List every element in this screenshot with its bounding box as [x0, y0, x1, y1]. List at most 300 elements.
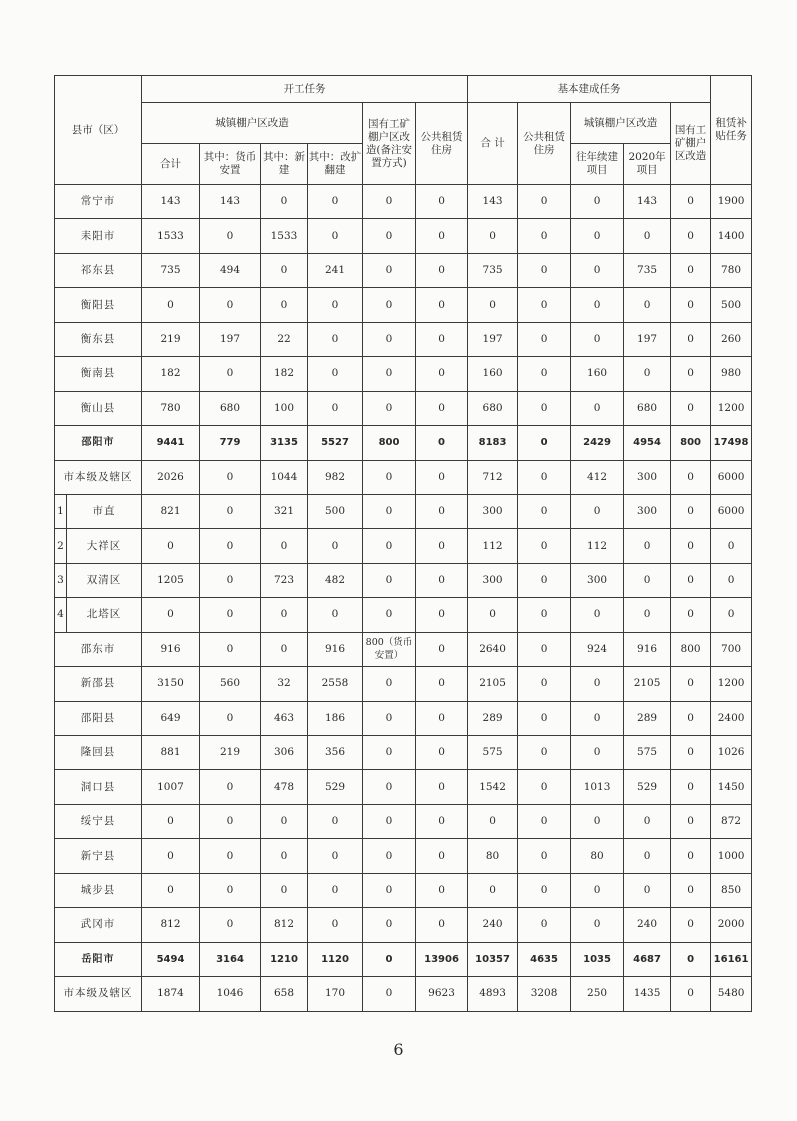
table-cell: 80: [468, 839, 518, 873]
table-cell: 4635: [518, 942, 571, 976]
table-row: [55, 426, 752, 460]
table-cell: 1533: [261, 219, 308, 253]
table-cell: 0: [468, 873, 518, 907]
table-cell: 2026: [142, 460, 200, 494]
table-cell: 0: [671, 529, 711, 563]
table-cell: 0: [518, 632, 571, 666]
table-body: [55, 185, 752, 1012]
table-cell: 735: [142, 253, 200, 287]
row-county-name: 耒阳市: [55, 219, 142, 253]
table-cell: 0: [624, 219, 671, 253]
table-row: [55, 391, 752, 425]
table-cell: 575: [624, 736, 671, 770]
table-cell: 1542: [468, 770, 518, 804]
table-cell: 1120: [308, 942, 363, 976]
table-cell: 1026: [711, 736, 752, 770]
table-cell: 0: [518, 770, 571, 804]
table-cell: 0: [671, 598, 711, 632]
table-cell: 0: [571, 288, 624, 322]
table-cell: 0: [308, 288, 363, 322]
table-cell: 0: [308, 873, 363, 907]
table-cell: 1400: [711, 219, 752, 253]
table-cell: 529: [308, 770, 363, 804]
table-cell: 1210: [261, 942, 308, 976]
table-cell: 916: [624, 632, 671, 666]
table-cell: 924: [571, 632, 624, 666]
table-cell: 16161: [711, 942, 752, 976]
table-cell: 0: [142, 598, 200, 632]
table-cell: 186: [308, 701, 363, 735]
table-row: [55, 185, 752, 219]
table-cell: 8183: [468, 426, 518, 460]
table-cell: 1435: [624, 977, 671, 1011]
table-cell: 0: [671, 185, 711, 219]
table-cell: 0: [308, 529, 363, 563]
table-cell: 0: [571, 701, 624, 735]
table-cell: 0: [200, 563, 261, 597]
row-county-name: 邵阳市: [55, 426, 142, 460]
table-cell: 916: [142, 632, 200, 666]
table-cell: 0: [416, 185, 468, 219]
table-cell: 0: [363, 770, 416, 804]
table-cell: 0: [416, 460, 468, 494]
table-cell: 0: [518, 873, 571, 907]
table-cell: 100: [261, 391, 308, 425]
table-cell: 0: [671, 942, 711, 976]
table-cell: 0: [363, 701, 416, 735]
table-cell: 0: [416, 253, 468, 287]
table-row: [55, 667, 752, 701]
table-cell: 0: [200, 529, 261, 563]
table-cell: 170: [308, 977, 363, 1011]
row-index: 1: [55, 494, 67, 528]
table-row: [55, 598, 752, 632]
table-cell: 0: [200, 873, 261, 907]
table-cell: 812: [142, 908, 200, 942]
table-cell: 0: [363, 391, 416, 425]
table-cell: 289: [468, 701, 518, 735]
table-cell: 3150: [142, 667, 200, 701]
table-cell: 812: [261, 908, 308, 942]
table-cell: 0: [308, 357, 363, 391]
table-row: [55, 494, 752, 528]
table-cell: 0: [261, 839, 308, 873]
header-year2020: 2020年项目: [624, 144, 671, 185]
table-cell: 850: [711, 873, 752, 907]
table-cell: 0: [308, 908, 363, 942]
table-cell: 321: [261, 494, 308, 528]
table-cell: 0: [671, 391, 711, 425]
table-cell: 0: [200, 804, 261, 838]
row-county-name: 衡阳县: [55, 288, 142, 322]
table-cell: 0: [416, 529, 468, 563]
table-cell: 800（货币安置）: [363, 632, 416, 666]
table-cell: 9623: [416, 977, 468, 1011]
header-total: 合 计: [468, 103, 518, 185]
table-cell: 356: [308, 736, 363, 770]
table-cell: 0: [416, 426, 468, 460]
table-cell: 0: [624, 839, 671, 873]
table-cell: 0: [518, 736, 571, 770]
table-cell: 478: [261, 770, 308, 804]
table-cell: 3135: [261, 426, 308, 460]
table-cell: 0: [363, 736, 416, 770]
table-cell: 0: [711, 563, 752, 597]
table-cell: 0: [518, 391, 571, 425]
table-cell: 821: [142, 494, 200, 528]
table-cell: 143: [468, 185, 518, 219]
table-cell: 2105: [624, 667, 671, 701]
table-cell: 2558: [308, 667, 363, 701]
table-cell: 0: [363, 977, 416, 1011]
table-cell: 0: [518, 185, 571, 219]
table-row: [55, 839, 752, 873]
table-cell: 0: [671, 701, 711, 735]
header-renovate: 其中：改扩翻建: [308, 144, 363, 185]
table-cell: 2000: [711, 908, 752, 942]
row-county-name: 岳阳市: [55, 942, 142, 976]
table-cell: 2400: [711, 701, 752, 735]
row-county-name: 邵阳县: [55, 701, 142, 735]
table-cell: 980: [711, 357, 752, 391]
header-state-mine: 国有工矿棚户区改造(备注安置方式): [363, 103, 416, 185]
table-cell: 2105: [468, 667, 518, 701]
table-cell: 0: [363, 839, 416, 873]
table-cell: 982: [308, 460, 363, 494]
header-public-rent-b: 公共租赁住房: [518, 103, 571, 185]
header-state-mine-b: 国有工矿棚户区改造: [671, 103, 711, 185]
row-county-name: 绥宁县: [55, 804, 142, 838]
table-cell: 0: [363, 598, 416, 632]
table-cell: 32: [261, 667, 308, 701]
table-row: [55, 736, 752, 770]
table-cell: 0: [571, 494, 624, 528]
table-cell: 182: [142, 357, 200, 391]
table-cell: 0: [571, 736, 624, 770]
table-cell: 5480: [711, 977, 752, 1011]
table-cell: 0: [571, 667, 624, 701]
table-cell: 197: [468, 322, 518, 356]
table-row: [55, 357, 752, 391]
table-cell: 0: [416, 598, 468, 632]
table-cell: 1000: [711, 839, 752, 873]
row-county-name: 市本级及辖区: [55, 460, 142, 494]
table-cell: 13906: [416, 942, 468, 976]
table-cell: 0: [363, 667, 416, 701]
header-subsidy: 租赁补贴任务: [711, 76, 752, 185]
table-cell: 2640: [468, 632, 518, 666]
table-row: [55, 977, 752, 1011]
table-cell: 0: [518, 908, 571, 942]
table-cell: 800: [363, 426, 416, 460]
table-cell: 0: [671, 873, 711, 907]
table-row: [55, 322, 752, 356]
table-cell: 300: [624, 460, 671, 494]
table-cell: 0: [571, 185, 624, 219]
table-cell: 0: [363, 804, 416, 838]
table-cell: 0: [200, 598, 261, 632]
table-row: [55, 563, 752, 597]
table-cell: 1200: [711, 391, 752, 425]
table-cell: 0: [671, 563, 711, 597]
table-cell: 0: [363, 529, 416, 563]
table-cell: 881: [142, 736, 200, 770]
table-cell: 0: [200, 494, 261, 528]
header-prev-year: 往年续建项目: [571, 144, 624, 185]
table-cell: 482: [308, 563, 363, 597]
table-cell: 723: [261, 563, 308, 597]
table-cell: 0: [624, 873, 671, 907]
table-cell: 289: [624, 701, 671, 735]
table-cell: 0: [200, 219, 261, 253]
table-cell: 0: [416, 288, 468, 322]
table-cell: 0: [363, 322, 416, 356]
table-cell: 9441: [142, 426, 200, 460]
table-cell: 0: [518, 322, 571, 356]
header-public-rent: 公共租赁住房: [416, 103, 468, 185]
table-cell: 872: [711, 804, 752, 838]
row-county-name: 常宁市: [55, 185, 142, 219]
table-cell: 0: [363, 185, 416, 219]
row-index: 4: [55, 598, 67, 632]
table-cell: 500: [711, 288, 752, 322]
table-cell: 17498: [711, 426, 752, 460]
table-cell: 0: [261, 873, 308, 907]
table-cell: 0: [518, 426, 571, 460]
table-cell: 0: [261, 529, 308, 563]
table-cell: 112: [468, 529, 518, 563]
table-cell: 1874: [142, 977, 200, 1011]
header-new-build: 其中：新 建: [261, 144, 308, 185]
table-cell: 780: [711, 253, 752, 287]
table-cell: 0: [261, 804, 308, 838]
table-cell: 143: [142, 185, 200, 219]
table-cell: 0: [671, 804, 711, 838]
table-cell: 0: [624, 804, 671, 838]
table-cell: 0: [200, 908, 261, 942]
table-cell: 5494: [142, 942, 200, 976]
table-cell: 0: [671, 288, 711, 322]
table-cell: 0: [416, 322, 468, 356]
table-cell: 735: [624, 253, 671, 287]
table-cell: 0: [571, 804, 624, 838]
table-cell: 0: [363, 219, 416, 253]
table-cell: 4893: [468, 977, 518, 1011]
table-cell: 0: [518, 357, 571, 391]
header-urban-reform: 城镇棚户区改造: [142, 103, 363, 144]
table-cell: 0: [261, 253, 308, 287]
table-cell: 0: [518, 839, 571, 873]
table-row: [55, 804, 752, 838]
table-cell: 0: [671, 977, 711, 1011]
table-cell: 0: [416, 357, 468, 391]
table-cell: 160: [468, 357, 518, 391]
table-cell: 0: [308, 598, 363, 632]
table-cell: 0: [363, 253, 416, 287]
table-cell: 575: [468, 736, 518, 770]
table-cell: 260: [711, 322, 752, 356]
table-cell: 0: [416, 494, 468, 528]
table-cell: 241: [308, 253, 363, 287]
row-county-name: 双清区: [67, 563, 142, 597]
table-cell: 0: [416, 804, 468, 838]
table-row: [55, 253, 752, 287]
table-cell: 0: [142, 288, 200, 322]
table-cell: 0: [363, 288, 416, 322]
table-cell: 0: [518, 288, 571, 322]
row-county-name: 邵东市: [55, 632, 142, 666]
row-county-name: 大祥区: [67, 529, 142, 563]
table-cell: 0: [308, 839, 363, 873]
table-cell: 494: [200, 253, 261, 287]
table-cell: 0: [624, 357, 671, 391]
table-cell: 1200: [711, 667, 752, 701]
table-cell: 0: [671, 736, 711, 770]
table-cell: 529: [624, 770, 671, 804]
table-cell: 0: [416, 667, 468, 701]
table-cell: 658: [261, 977, 308, 1011]
table-cell: 10357: [468, 942, 518, 976]
table-cell: 0: [200, 460, 261, 494]
table-cell: 0: [261, 632, 308, 666]
row-county-name: 市本级及辖区: [55, 977, 142, 1011]
table-cell: 300: [468, 494, 518, 528]
table-cell: 0: [518, 701, 571, 735]
table-cell: 197: [624, 322, 671, 356]
table-cell: 0: [571, 253, 624, 287]
table-cell: 160: [571, 357, 624, 391]
table-cell: 0: [142, 873, 200, 907]
table-cell: 0: [468, 598, 518, 632]
table-cell: 219: [142, 322, 200, 356]
table-cell: 0: [363, 942, 416, 976]
table-cell: 0: [416, 701, 468, 735]
table-cell: 1205: [142, 563, 200, 597]
row-county-name: 隆回县: [55, 736, 142, 770]
table-cell: 219: [200, 736, 261, 770]
table-cell: 0: [518, 529, 571, 563]
table-cell: 0: [416, 736, 468, 770]
table-cell: 800: [671, 426, 711, 460]
row-county-name: 新邵县: [55, 667, 142, 701]
table-cell: 0: [571, 908, 624, 942]
table-cell: 0: [261, 288, 308, 322]
table-cell: 680: [468, 391, 518, 425]
table-cell: 0: [671, 357, 711, 391]
table-cell: 0: [671, 253, 711, 287]
table-cell: 0: [416, 770, 468, 804]
table-cell: 0: [363, 563, 416, 597]
row-index: 2: [55, 529, 67, 563]
table-cell: 0: [308, 185, 363, 219]
table-cell: 0: [518, 460, 571, 494]
table-cell: 780: [142, 391, 200, 425]
table-cell: 197: [200, 322, 261, 356]
row-county-name: 北塔区: [67, 598, 142, 632]
housing-task-table: [54, 75, 752, 1012]
table-row: [55, 942, 752, 976]
table-cell: 1044: [261, 460, 308, 494]
table-row: [55, 460, 752, 494]
table-cell: 0: [200, 288, 261, 322]
table-cell: 0: [518, 253, 571, 287]
table-cell: 0: [308, 219, 363, 253]
table-cell: 0: [624, 598, 671, 632]
row-county-name: 新宁县: [55, 839, 142, 873]
table-cell: 0: [468, 804, 518, 838]
table-cell: 22: [261, 322, 308, 356]
table-cell: 0: [200, 701, 261, 735]
table-cell: 306: [261, 736, 308, 770]
table-cell: 1046: [200, 977, 261, 1011]
table-cell: 0: [261, 598, 308, 632]
table-cell: 0: [416, 391, 468, 425]
table-cell: 0: [671, 667, 711, 701]
table-row: [55, 908, 752, 942]
table-cell: 0: [200, 770, 261, 804]
row-county-name: 洞口县: [55, 770, 142, 804]
table-cell: 0: [416, 839, 468, 873]
table-cell: 300: [468, 563, 518, 597]
header-start-task: 开工任务: [142, 76, 468, 103]
table-cell: 0: [308, 322, 363, 356]
table-cell: 1533: [142, 219, 200, 253]
table-cell: 1035: [571, 942, 624, 976]
table-cell: 0: [671, 494, 711, 528]
table-cell: 680: [624, 391, 671, 425]
table-cell: 112: [571, 529, 624, 563]
table-row: [55, 873, 752, 907]
table-cell: 300: [571, 563, 624, 597]
row-county-name: 祁东县: [55, 253, 142, 287]
table-cell: 0: [363, 908, 416, 942]
table-row: [55, 529, 752, 563]
table-cell: 0: [518, 667, 571, 701]
table-cell: 0: [142, 529, 200, 563]
table-cell: 0: [261, 185, 308, 219]
table-cell: 4687: [624, 942, 671, 976]
table-cell: 800: [671, 632, 711, 666]
table-cell: 5527: [308, 426, 363, 460]
table-cell: 0: [518, 494, 571, 528]
table-cell: 80: [571, 839, 624, 873]
table-cell: 0: [142, 804, 200, 838]
table-cell: 0: [671, 219, 711, 253]
table-row: [55, 701, 752, 735]
table-cell: 4954: [624, 426, 671, 460]
table-cell: 0: [308, 804, 363, 838]
table-row: [55, 288, 752, 322]
table-cell: 0: [363, 460, 416, 494]
table-cell: 680: [200, 391, 261, 425]
table-cell: 0: [308, 391, 363, 425]
table-cell: 3164: [200, 942, 261, 976]
table-cell: 0: [363, 873, 416, 907]
table-cell: 6000: [711, 460, 752, 494]
table-cell: 0: [416, 873, 468, 907]
table-cell: 1900: [711, 185, 752, 219]
table-cell: 3208: [518, 977, 571, 1011]
table-cell: 0: [711, 529, 752, 563]
table-cell: 1007: [142, 770, 200, 804]
table-cell: 0: [671, 460, 711, 494]
header-sum: 合计: [142, 144, 200, 185]
table-cell: 649: [142, 701, 200, 735]
table-cell: 0: [518, 219, 571, 253]
table-cell: 500: [308, 494, 363, 528]
table-cell: 240: [468, 908, 518, 942]
table-cell: 0: [571, 598, 624, 632]
